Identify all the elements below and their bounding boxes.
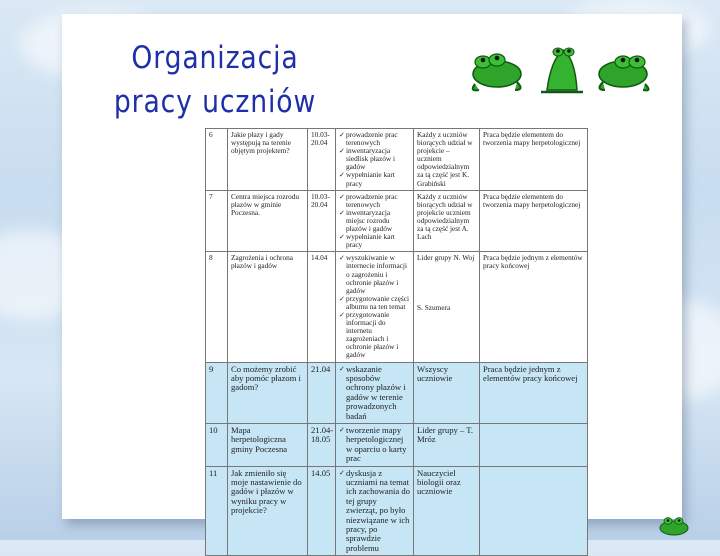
small-frog-icon xyxy=(655,512,693,538)
row-responsible: Każdy z uczniów biorących udział w projekcie – uczniem odpowiedzialnym za tą część jest K. Grabiński xyxy=(414,129,480,191)
row-date: 21.04-18.05 xyxy=(308,423,336,466)
row-date: 14.04 xyxy=(308,252,336,362)
task-item: ✓ inwentaryzacja miejsc rozrodu płazów i gadów xyxy=(339,209,410,233)
row-responsible xyxy=(414,252,480,362)
row-question: Jak zmieniło się moje nastawienie do gadów i płazów w wyniku pracy w projekcie? xyxy=(228,466,308,556)
row-tasks xyxy=(336,190,414,252)
row-result: Praca będzie jednym z elementów pracy końcowej xyxy=(480,252,588,362)
row-tasks xyxy=(336,423,414,466)
frog-icon xyxy=(599,56,649,90)
task-item: ✓ wypełnianie kart pracy xyxy=(339,171,410,187)
row-number: 6 xyxy=(206,129,228,191)
responsible-extra: S. Szumera xyxy=(417,303,451,313)
table-row-highlighted xyxy=(206,466,588,556)
row-date: 10.03-20.04 xyxy=(308,190,336,252)
row-tasks xyxy=(336,466,414,556)
table-row xyxy=(206,190,588,252)
task-item: ✓ przygotowanie informacji do internetu zagrożeniach i ochronie płazów i gadów xyxy=(339,311,410,360)
row-number: 9 xyxy=(206,362,228,423)
row-responsible: Nauczyciel biologii oraz uczniowie xyxy=(414,466,480,556)
row-number: 10 xyxy=(206,423,228,466)
row-question: Mapa herpetologiczna gminy Poczesna xyxy=(228,423,308,466)
table-row-highlighted xyxy=(206,423,588,466)
task-item: ✓ prowadzenie prac terenowych xyxy=(339,131,410,147)
row-date: 14.05 xyxy=(308,466,336,556)
task-item: ✓ wypełnianie kart pracy xyxy=(339,233,410,249)
task-item: ✓ wskazanie sposobów ochrony płazów i gadów w terenie prowadzonych badań xyxy=(339,365,410,421)
task-item: ✓ prowadzenie prac terenowych xyxy=(339,193,410,209)
table-row xyxy=(206,129,588,191)
row-result xyxy=(480,466,588,556)
row-tasks xyxy=(336,252,414,362)
responsible-leader: Lider grupy N. Woj xyxy=(417,253,475,263)
frog-icon xyxy=(473,54,521,90)
row-question: Zagrożenia i ochrona płazów i gadów xyxy=(228,252,308,362)
task-item: ✓ tworzenie mapy herpetologicznej w oparciu o karty prac xyxy=(339,426,410,464)
row-date: 10.03-20.04 xyxy=(308,129,336,191)
row-result: Praca będzie elementem do tworzenia mapy herpetologicznej xyxy=(480,129,588,191)
row-number: 11 xyxy=(206,466,228,556)
row-number: 8 xyxy=(206,252,228,362)
row-result xyxy=(480,423,588,466)
row-responsible: Każdy z uczniów biorących udział w projekcie uczniem odpowiedzialnym za tą część jest A. Lach xyxy=(414,190,480,252)
row-question: Centra miejsca rozrodu płazów w gminie Poczesna. xyxy=(228,190,308,252)
student-work-table xyxy=(205,128,588,556)
title-line-1: Organizacja xyxy=(131,40,299,76)
task-item: ✓ przygotowanie części albumu na ten temat xyxy=(339,295,410,311)
task-item: ✓ wyszukiwanie w internecie informacji o zagrożeniu i ochronie płazów i gadów xyxy=(339,254,410,294)
row-result: Praca będzie elementem do tworzenia mapy herpetologicznej xyxy=(480,190,588,252)
row-responsible: Lider grupy – T. Mróz xyxy=(414,423,480,466)
row-tasks xyxy=(336,129,414,191)
frogs-illustration xyxy=(465,40,655,96)
frog-icon xyxy=(541,48,583,92)
table-row-highlighted xyxy=(206,362,588,423)
row-question: Jakie płazy i gady występują na terenie objętym projektem? xyxy=(228,129,308,191)
task-item: ✓ inwentaryzacja siedlisk płazów i gadów xyxy=(339,147,410,171)
row-number: 7 xyxy=(206,190,228,252)
row-responsible: Wszyscy uczniowie xyxy=(414,362,480,423)
row-date: 21.04 xyxy=(308,362,336,423)
task-item: ✓ dyskusja z uczniami na temat ich zachowania do tej grupy zwierząt, po było niezwiązane w ich pracy, po sprawdzie problemu xyxy=(339,469,410,554)
row-result: Praca będzie jednym z elementów pracy końcowej xyxy=(480,362,588,423)
row-question: Co możemy zrobić aby pomóc płazom i gadom? xyxy=(228,362,308,423)
table-row xyxy=(206,252,588,362)
title-line-2: pracy uczniów xyxy=(113,84,317,120)
row-tasks xyxy=(336,362,414,423)
slide-title xyxy=(103,36,327,124)
